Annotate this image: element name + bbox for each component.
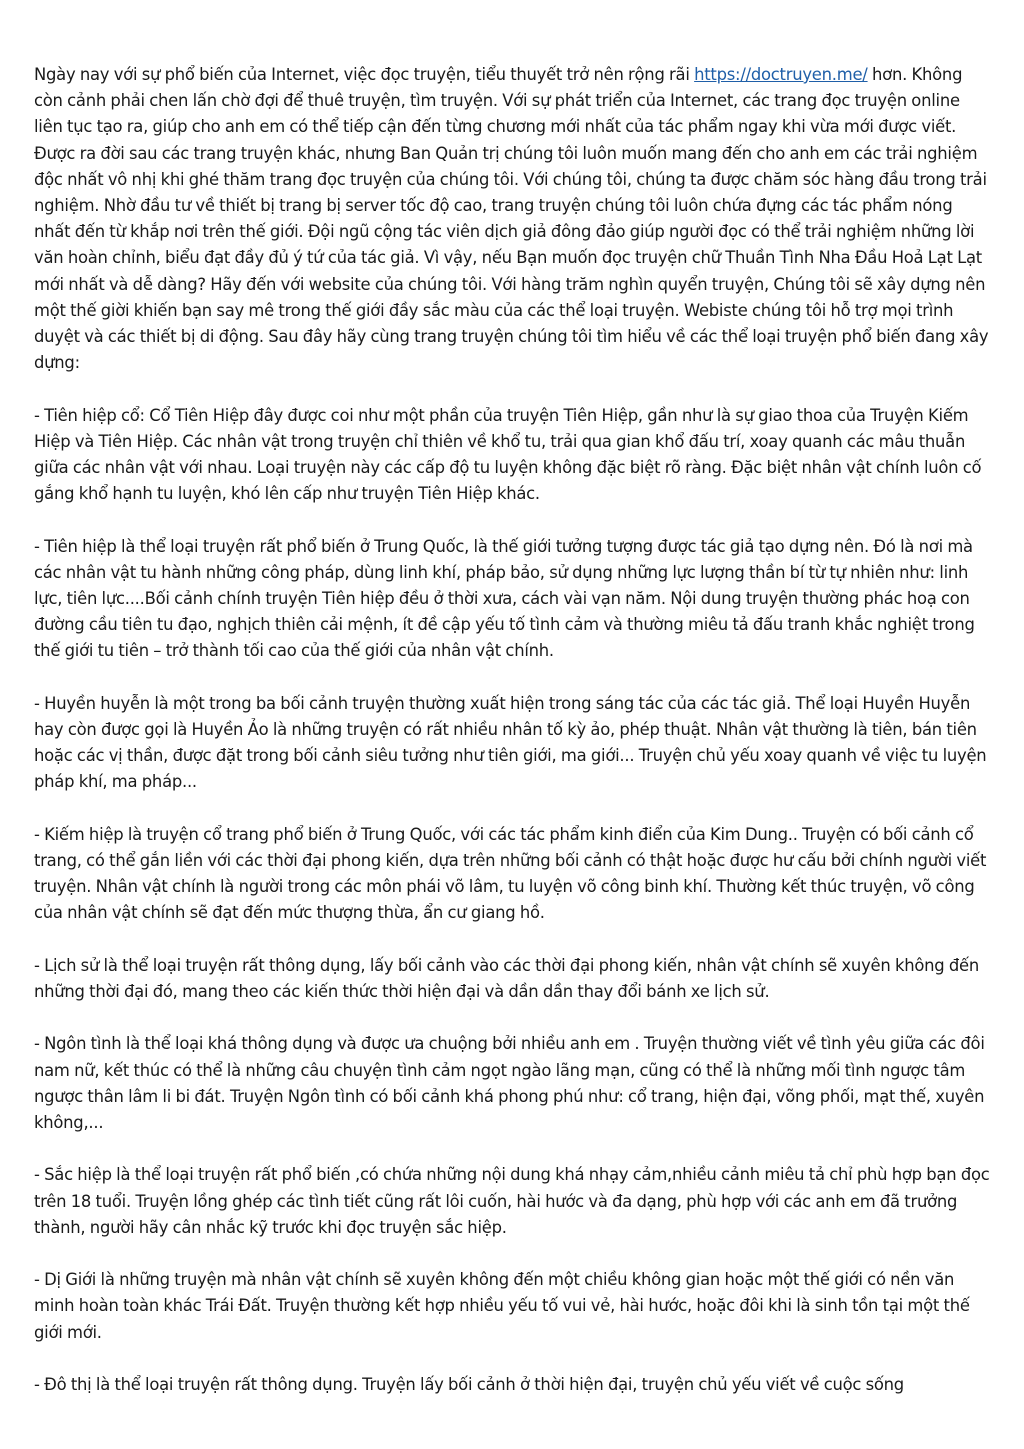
genre-paragraph-tien-hiep-co: - Tiên hiệp cổ: Cổ Tiên Hiệp đây được coi như một phần của truyện Tiên Hiệp, gần như là sự giao thoa của Truyện Kiếm Hiệp và Tiên Hiệp. Các nhân vật trong truyện chỉ thiên về khổ tu, trải qua gian khổ đấu trí, xoay quanh các mâu thuẫn giữa các nhân vật với nhau. Loại truyện này các cấp độ tu luyện không đặc biệt rõ ràng. Đặc biệt nhân vật chính luôn cố gắng khổ hạnh tu luyện, khó lên cấp như truyện Tiên Hiệp khác. [34, 405, 982, 504]
genre-paragraph-di-gioi: - Dị Giới là những truyện mà nhân vật chính sẽ xuyên không đến một chiều không gian hoặc một thế giới có nền văn minh hoàn toàn khác Trái Đất. Truyện thường kết hợp nhiều yếu tố vui vẻ, hài hước, hoặc đôi khi là sinh tồn tại một thế giới mới. [34, 1270, 970, 1342]
genre-paragraph-sac-hiep: - Sắc hiệp là thể loại truyện rất phổ biến ,có chứa những nội dung khá nhạy cảm,nhiều cảnh miêu tả chỉ phù hợp bạn đọc trên 18 tuổi. Truyện lồng ghép các tình tiết cũng rất lôi cuốn, hài hước và đa dạng, phù hợp với các anh em đã trưởng thành, người hãy cân nhắc kỹ trước khi đọc truyện sắc hiệp. [34, 1165, 990, 1237]
genre-paragraph-ngon-tinh: - Ngôn tình là thể loại khá thông dụng và được ưa chuộng bởi nhiều anh em . Truyện thường viết về tình yêu giữa các đôi nam nữ, kết thúc có thể là những câu chuyện tình cảm ngọt ngào lãng mạn, cũng có thể là những mối tình ngược tâm ngược thân lâm li bi đát. Truyện Ngôn tình có bối cảnh khá phong phú như: cổ trang, hiện đại, võng phối, mạt thế, xuyên không,... [34, 1034, 985, 1133]
genre-paragraph-do-thi: - Đô thị là thể loại truyện rất thông dụng. Truyện lấy bối cảnh ở thời hiện đại, truyện chủ yếu viết về cuộc sống [34, 1375, 904, 1395]
genre-paragraph-lich-su: - Lịch sử là thể loại truyện rất thông dụng, lấy bối cảnh vào các thời đại phong kiến, nhân vật chính sẽ xuyên không đến những thời đại đó, mang theo các kiến thức thời hiện đại và dần dần thay đổi bánh xe lịch sử. [34, 955, 979, 1002]
document-page [34, 62, 992, 1424]
genre-paragraph-huyen-huyen: - Huyền huyễn là một trong ba bối cảnh truyện thường xuất hiện trong sáng tác của các tác giả. Thể loại Huyền Huyễn hay còn được gọi là Huyền Ảo là những truyện có rất nhiều nhân tố kỳ ảo, phép thuật. Nhân vật thường là tiên, bán tiên hoặc các vị thần, được đặt trong bối cảnh siêu tưởng như tiên giới, ma giới... Truyện chủ yếu xoay quanh về việc tu luyện pháp khí, ma pháp... [34, 693, 987, 792]
intro-text-before-link: Ngày nay với sự phổ biến của Internet, việc đọc truyện, tiểu thuyết trở nên rộng rãi [34, 65, 695, 84]
intro-text-after-link: hơn. Không còn cảnh phải chen lấn chờ đợi để thuê truyện, tìm truyện. Với sự phát triển của Internet, các trang đọc truyện online liên tục tạo ra, giúp cho anh em có thể tiếp cận đến từng chương mới nhất của tác phẩm ngay khi vừa mới được viết. Được ra đời sau các trang truyện khác, nhưng Ban Quản trị chúng tôi luôn muốn mang đến cho anh em các trải nghiệm độc nhất vô nhị khi ghé thăm trang đọc truyện của chúng tôi. Với chúng tôi, chúng ta được chăm sóc hàng đầu trong trải nghiệm. Nhờ đầu tư về thiết bị trang bị server tốc độ cao, trang truyện chúng tôi luôn chứa đựng các tác phẩm nóng nhất đến từ khắp nơi trên thế giới. Đội ngũ cộng tác viên dịch giả đông đảo giúp người đọc có thể trải nghiệm những lời văn hoàn chỉnh, biểu đạt đầy đủ ý tứ của tác giả. Vì vậy, nếu Bạn muốn đọc truyện chữ Thuần Tình Nha Đầu Hoả Lạt Lạt mới nhất và dễ dàng? Hãy đến với website của chúng tôi. Với hàng trăm nghìn quyển truyện, Chúng tôi sẽ xây dựng nên một thế giời khiến bạn say mê trong thế giới đầy sắc màu của các thể loại truyện. Webiste chúng tôi hỗ trợ mọi trình duyệt và các thiết bị di động. Sau đây hãy cùng trang truyện chúng tôi tìm hiểu về các thể loại truyện phổ biến đang xây dựng: [34, 65, 989, 373]
genre-paragraph-kiem-hiep: - Kiếm hiệp là truyện cổ trang phổ biến ở Trung Quốc, với các tác phẩm kinh điển của Kim Dung.. Truyện có bối cảnh cổ trang, có thể gắn liền với các thời đại phong kiến, dựa trên những bối cảnh có thật hoặc được hư cấu bởi chính người viết truyện. Nhân vật chính là người trong các môn phái võ lâm, tu luyện võ công binh khí. Thường kết thúc truyện, võ công của nhân vật chính sẽ đạt đến mức thượng thừa, ẩn cư giang hồ. [34, 824, 987, 923]
intro-paragraph [34, 62, 992, 376]
doctruyen-link[interactable]: https://doctruyen.me/ [694, 65, 868, 84]
genre-paragraph-tien-hiep: - Tiên hiệp là thể loại truyện rất phổ biến ở Trung Quốc, là thế giới tưởng tượng được tác giả tạo dựng nên. Đó là nơi mà các nhân vật tu hành những công pháp, dùng linh khí, pháp bảo, sử dụng những lực lượng thần bí từ tự nhiên như: linh lực, tiên lực....Bối cảnh chính truyện Tiên hiệp đều ở thời xưa, cách vài vạn năm. Nội dung truyện thường phác hoạ con đường cầu tiên tu đạo, nghịch thiên cải mệnh, ít đề cập yếu tố tình cảm và thường miêu tả đấu tranh khắc nghiệt trong thế giới tu tiên – trở thành tối cao của thế giới của nhân vật chính. [34, 536, 975, 661]
